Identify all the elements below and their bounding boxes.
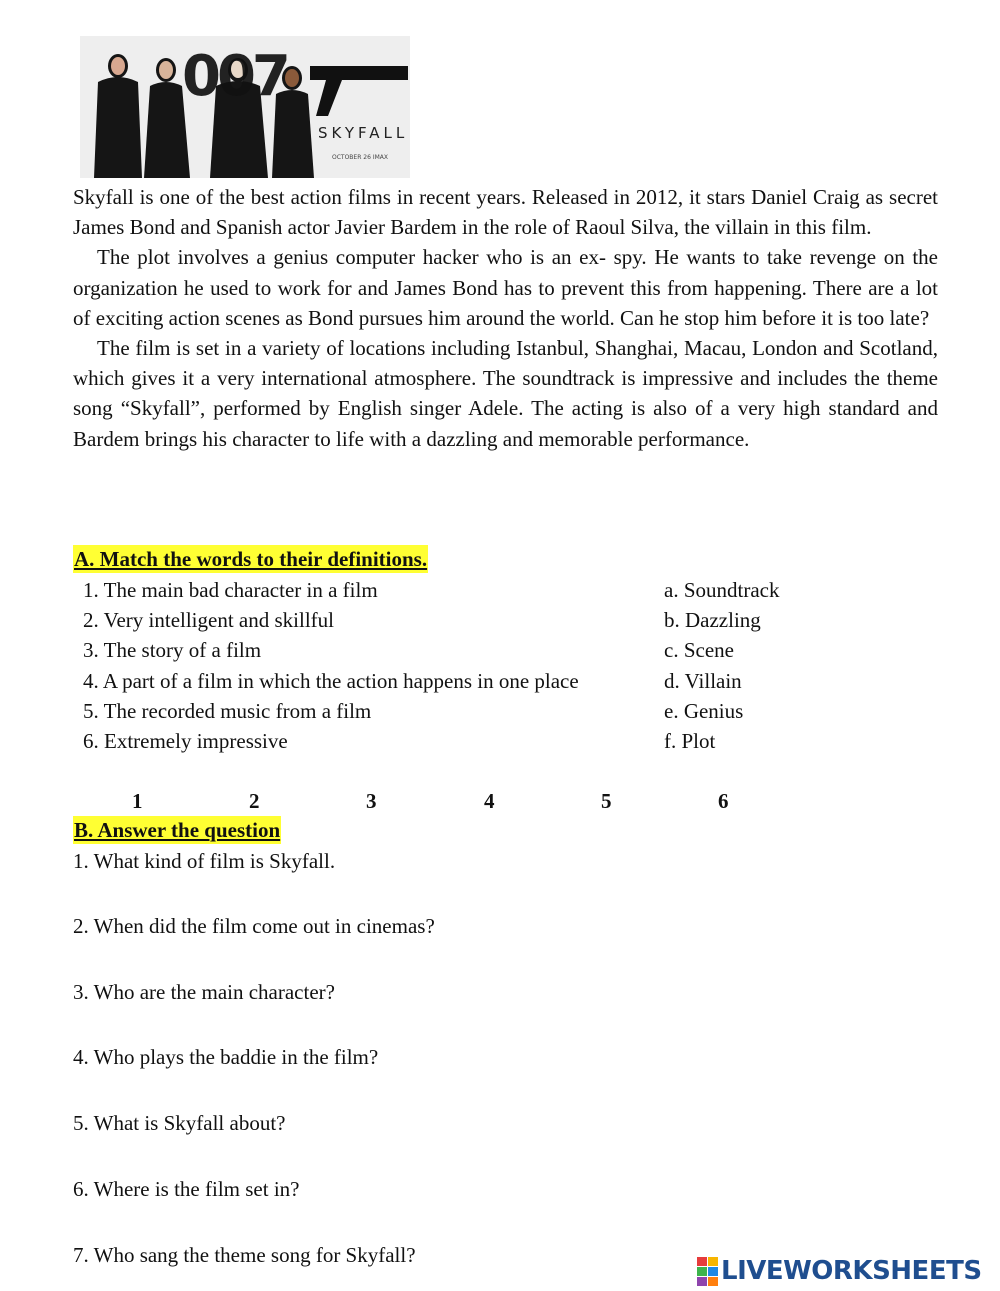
answer-slot-3[interactable]: 3 (366, 789, 377, 813)
answer-slot-1[interactable]: 1 (132, 789, 143, 813)
logo-grid-cell (708, 1257, 718, 1266)
match-row (83, 605, 843, 635)
passage-paragraph-1: Skyfall is one of the best action films in recent years. Released in 2012, it stars Daniel Craig as secret James Bond and Spanish actor Javier Bardem in the role of Raoul Silva, the villain in this film. (73, 185, 938, 240)
definition-item: 4. A part of a film in which the action happens in one place (83, 668, 579, 693)
question-item: 2. When did the film come out in cinemas? (73, 914, 435, 938)
answer-slot-5[interactable]: 5 (601, 789, 612, 813)
passage-paragraph-3: The film is set in a variety of locations including Istanbul, Shanghai, Macau, London and Scotland, which gives it a very international atmosphere. The soundtrack is impressive and includes the theme song “Skyfall”, performed by English singer Adele. The acting is also of a very high standard and Bardem brings his character to life with a dazzling and memorable performance. (73, 336, 938, 451)
section-a-heading: A. Match the words to their definitions. (74, 547, 428, 571)
word-item: c. Scene (664, 638, 734, 663)
word-item: e. Genius (664, 698, 744, 723)
definition-item: 2. Very intelligent and skillful (83, 608, 334, 633)
logo-grid-cell (697, 1257, 707, 1266)
liveworksheets-logo (697, 1254, 982, 1288)
match-row (83, 726, 843, 756)
definition-item: 5. The recorded music from a film (83, 698, 372, 723)
word-item: d. Villain (664, 668, 742, 693)
reading-passage (73, 182, 938, 454)
logo-text: LIVEWORKSHEETS (721, 1256, 982, 1286)
word-item: a. Soundtrack (664, 578, 780, 602)
matching-list (83, 575, 843, 756)
match-row (83, 635, 843, 665)
skyfall-poster (80, 36, 410, 178)
logo-grid-cell (708, 1277, 718, 1286)
question-item: 7. Who sang the theme song for Skyfall? (73, 1243, 416, 1267)
question-item: 5. What is Skyfall about? (73, 1111, 286, 1135)
answer-number-row (0, 787, 800, 815)
poster-title: SKYFALL (318, 124, 409, 142)
question-item: 6. Where is the film set in? (73, 1177, 300, 1201)
poster-logo-text: 007 (182, 44, 287, 109)
passage-paragraph-2: The plot involves a genius computer hacker who is an ex- spy. He wants to take revenge on the organization he used to work for and James Bond has to prevent this from happening. There are a lot of exciting action scenes as Bond pursues him around the world. Can he stop him before it is too late? (73, 245, 938, 330)
logo-grid-icon (697, 1257, 718, 1286)
question-item: 3. Who are the main character? (73, 980, 335, 1004)
match-row (83, 666, 843, 696)
word-item: b. Dazzling (664, 608, 761, 633)
logo-grid-cell (708, 1267, 718, 1276)
answer-slot-6[interactable]: 6 (718, 789, 729, 813)
answer-slot-2[interactable]: 2 (249, 789, 260, 813)
answer-slot-4[interactable]: 4 (484, 789, 495, 813)
question-item: 4. Who plays the baddie in the film? (73, 1045, 379, 1069)
question-item: 1. What kind of film is Skyfall. (73, 849, 336, 873)
match-row (83, 575, 843, 605)
definition-item: 3. The story of a film (83, 638, 262, 663)
definition-item: 6. Extremely impressive (83, 728, 288, 753)
poster-date: OCTOBER 26 IMAX (332, 154, 388, 161)
logo-grid-cell (697, 1267, 707, 1276)
logo-grid-cell (697, 1277, 707, 1286)
section-b-heading: B. Answer the question (74, 818, 281, 842)
match-row (83, 696, 843, 726)
definition-item: 1. The main bad character in a film (83, 578, 378, 602)
word-item: f. Plot (664, 728, 716, 753)
